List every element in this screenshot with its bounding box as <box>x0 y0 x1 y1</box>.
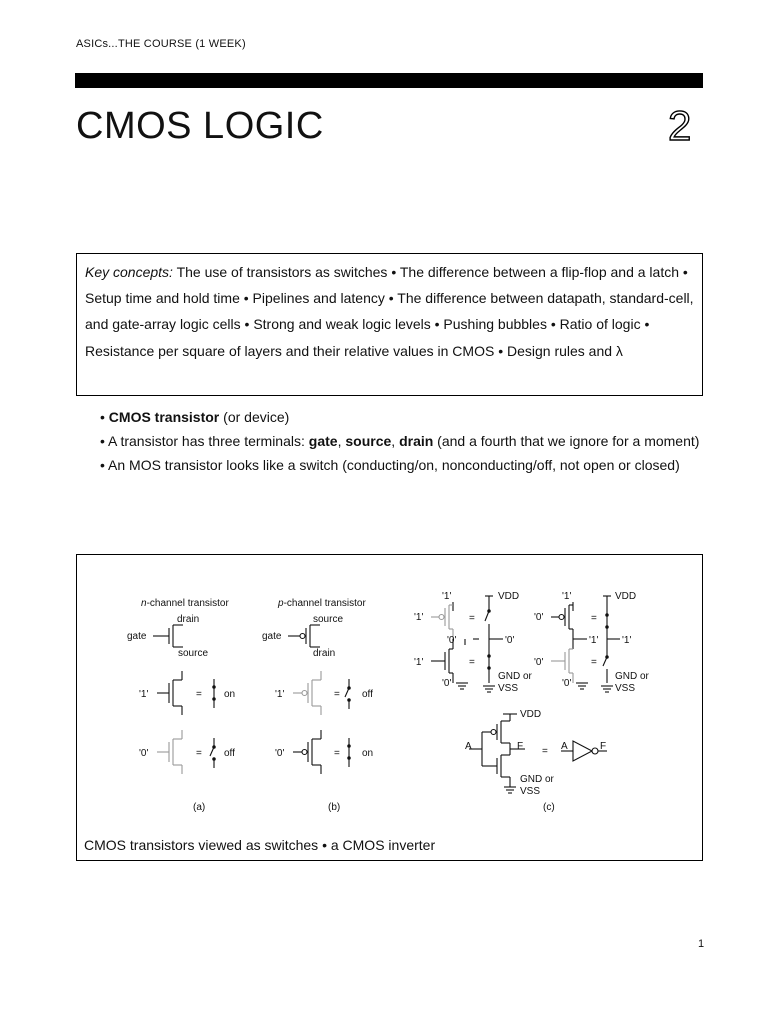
panel-a-drain-label: drain <box>177 614 200 625</box>
switch-open-icon <box>345 679 350 709</box>
panel-b-eq-2: = <box>334 748 340 759</box>
cmos-figure-diagram <box>77 555 704 835</box>
panel-c-right-bottom: '0' <box>562 678 572 689</box>
panel-a-eq: = <box>196 689 202 700</box>
switch-closed-icon <box>213 679 215 708</box>
panel-c-vdd-2: VDD <box>615 591 637 602</box>
chapter-number: 2 <box>668 102 692 149</box>
panel-b-source-label: source <box>313 614 344 625</box>
bullet-sep: , <box>337 433 346 449</box>
p-transistor-on <box>293 730 321 774</box>
bullet-text: (or device) <box>219 409 290 425</box>
bullet-prefix: • <box>100 409 109 425</box>
term-drain: drain <box>399 433 434 449</box>
ground-icon <box>576 683 613 692</box>
chapter-rule <box>75 73 703 88</box>
inverter-output-f: F <box>517 741 524 752</box>
inverter-gnd: GND or <box>520 774 554 785</box>
panel-c-vss-2: VSS <box>615 683 636 694</box>
inverter-symbol-a: A <box>561 741 568 752</box>
panel-a-sublabel: (a) <box>193 802 206 813</box>
panel-c-vss-1: VSS <box>498 683 519 694</box>
panel-b-gate-label: gate <box>262 631 282 642</box>
bullet-item <box>100 409 700 426</box>
running-head: ASICs...THE COURSE (1 WEEK) <box>76 38 246 50</box>
switch-open-icon <box>485 610 490 637</box>
panel-c-eq-2: = <box>469 657 475 668</box>
panel-b-sublabel: (b) <box>328 802 341 813</box>
panel-c-left-bottom: '0' <box>442 678 452 689</box>
panel-c-left-out: '0' <box>505 635 515 646</box>
panel-c-eq-3: = <box>591 613 597 624</box>
panel-c-right-in-bottom: '0' <box>534 657 544 668</box>
figure-box <box>76 554 703 861</box>
inverter-vss: VSS <box>520 786 541 797</box>
panel-c-right-out: '1' <box>622 635 632 646</box>
panel-a-eq-2: = <box>196 748 202 759</box>
panel-c-right-mid: '1' <box>589 635 599 646</box>
switch-open-icon <box>210 738 215 768</box>
chapter-title: CMOS LOGIC <box>76 105 324 147</box>
panel-a-state1: on <box>224 689 236 700</box>
panel-c-sublabel: (c) <box>543 802 555 813</box>
bullet-prefix: • A transistor has three terminals: <box>100 433 309 449</box>
panel-a-in0: '0' <box>139 748 149 759</box>
panel-c-vdd-1: VDD <box>498 591 520 602</box>
cmos-inverter-schematic <box>469 714 525 793</box>
p-transistor-off <box>293 671 321 715</box>
p-transistor-symbol <box>288 625 320 647</box>
panel-c-right-top: '1' <box>562 591 572 602</box>
panel-c-left-top: '1' <box>442 591 452 602</box>
panel-b-in0: '0' <box>275 748 285 759</box>
key-concepts-body: The use of transistors as switches • The difference between a flip-flop and a latch • Setup time and hold time • Pipelines and latency • The difference between datapath, standard-cell, and gate-array logic cells • Strong and weak logic levels • Pushing bubbles • Ratio of logic • Resistance per square of layers and their relative values in CMOS • Design rules and λ <box>85 264 694 359</box>
panel-c-gnd-1: GND or <box>498 671 532 682</box>
bullet-list <box>100 409 700 481</box>
left-pmos-off <box>431 605 453 639</box>
panel-a-gate-label: gate <box>127 631 147 642</box>
panel-c-gnd-2: GND or <box>615 671 649 682</box>
bullet-item <box>100 433 700 450</box>
n-transistor-off <box>157 730 182 774</box>
panel-b-in1: '1' <box>275 689 285 700</box>
ground-icon <box>456 683 495 692</box>
panel-c-eq-1: = <box>469 613 475 624</box>
panel-b-state0: on <box>362 748 374 759</box>
panel-c-left-mid: '0' <box>447 635 457 646</box>
bullet-sep: , <box>391 433 400 449</box>
panel-c-left-in-bottom: '1' <box>414 657 424 668</box>
panel-b-drain-label: drain <box>313 648 336 659</box>
panel-b-eq: = <box>334 689 340 700</box>
panel-a-source-label: source <box>178 648 209 659</box>
panel-b-state1: off <box>362 689 373 700</box>
inverter-vdd: VDD <box>520 709 542 720</box>
panel-c-eq-4: = <box>591 657 597 668</box>
page-number: 1 <box>698 938 705 950</box>
panel-b-title: p-channel transistor <box>278 598 366 609</box>
right-pmos-on <box>551 605 573 639</box>
panel-a-state0: off <box>224 748 235 759</box>
switch-open-icon <box>603 650 608 683</box>
bullet-text: (and a fourth that we ignore for a moment) <box>433 433 700 449</box>
switch-closed-icon <box>488 650 490 683</box>
n-transistor-on <box>157 671 182 715</box>
bullet-bold-term: CMOS transistor <box>108 409 220 425</box>
n-transistor-symbol <box>153 625 183 647</box>
key-concepts-label: Key concepts: <box>85 264 173 280</box>
figure-caption: CMOS transistors viewed as switches • a CMOS inverter <box>84 837 436 853</box>
inverter-eq: = <box>542 746 548 757</box>
term-source: source <box>345 433 392 449</box>
panel-c-left-in: '1' <box>414 612 424 623</box>
switch-closed-icon <box>348 738 350 767</box>
term-gate: gate <box>308 433 338 449</box>
panel-a-in1: '1' <box>139 689 149 700</box>
key-concepts-box <box>76 253 703 396</box>
bullet-item: • An MOS transistor looks like a switch (conducting/on, nonconducting/off, not open or closed) <box>100 457 680 473</box>
inverter-symbol-f: F <box>600 741 607 752</box>
switch-closed-icon <box>606 611 608 650</box>
inverter-input-a: A <box>465 741 472 752</box>
key-concepts-text <box>85 259 695 364</box>
panel-a-title: n-channel transistor <box>141 598 229 609</box>
panel-c-right-in: '0' <box>534 612 544 623</box>
